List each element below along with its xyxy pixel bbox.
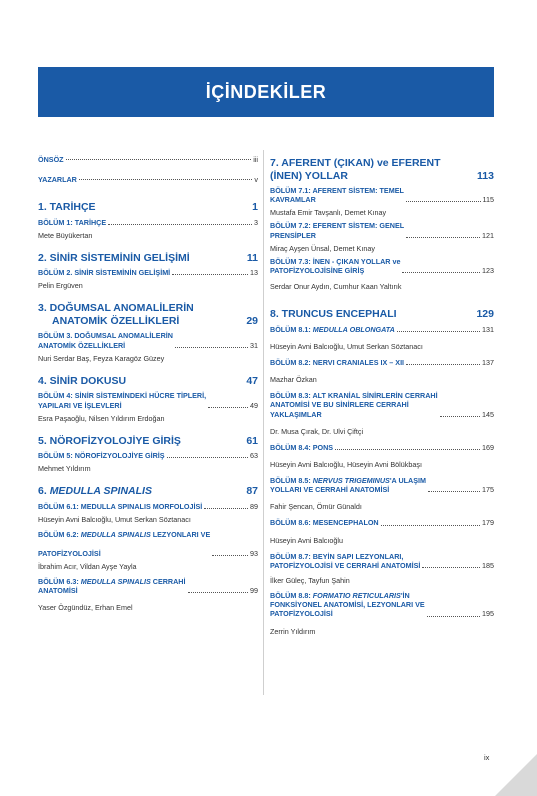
chapter-4-authors: Esra Paşaoğlu, Nilsen Yıldırım Erdoğan xyxy=(38,413,165,423)
chapter-8-4-authors: Hüseyin Avni Balcıoğlu, Hüseyin Avni Bölükbaşı xyxy=(270,459,422,469)
chapter-6-3-authors: Yaser Özgündüz, Erhan Emel xyxy=(38,603,133,613)
chapter-7-3-authors: Serdar Onur Aydın, Cumhur Kaan Yaltırık xyxy=(270,282,402,292)
chapter-8-4-sub[interactable]: BÖLÜM 8.4: PONS 169 xyxy=(270,442,494,452)
chapter-1-heading[interactable]: 1. TARİHÇE 1 xyxy=(38,201,258,213)
chapter-7-3-sub[interactable]: BÖLÜM 7.3: İNEN - ÇIKAN YOLLAR ve PATOFİZYOLOJİSİNE GİRİŞ 123 xyxy=(270,256,494,276)
chapter-6-2-authors: İbrahim Acır, Vildan Ayşe Yayla xyxy=(38,561,137,571)
page-curl-corner xyxy=(495,754,537,796)
chapter-1-authors: Mete Büyükertan xyxy=(38,230,93,240)
title-banner xyxy=(38,67,494,117)
toc-right-column xyxy=(270,157,494,636)
chapter-8-2-sub[interactable]: BÖLÜM 8.2: NERVI CRANIALES IX – XII 137 xyxy=(270,357,494,367)
chapter-5-heading[interactable]: 5. NÖROFİZYOLOJİYE GİRİŞ 61 xyxy=(38,434,258,447)
chapter-2-sub[interactable]: BÖLÜM 2. SİNİR SİSTEMİNİN GELİŞİMİ 13 xyxy=(38,268,258,278)
chapter-8-6-sub[interactable]: BÖLÜM 8.6: MESENCEPHALON 179 xyxy=(270,518,494,528)
chapter-4-sub[interactable]: BÖLÜM 4: SİNİR SİSTEMİNDEKİ HÜCRE TİPLERİ, YAPILARI VE İŞLEVLERİ 49 xyxy=(38,391,258,410)
chapter-6-1-sub[interactable]: BÖLÜM 6.1: MEDULLA SPINALIS MORFOLOJİSİ 89 xyxy=(38,501,258,511)
chapter-8-3-authors: Dr. Musa Çırak, Dr. Ulvi Çiftçi xyxy=(270,426,364,436)
chapter-8-5-sub[interactable]: BÖLÜM 8.5: NERVUS TRIGEMINUS'A ULAŞIM YOLLARI VE CERRAHİ ANATOMİSİ 175 xyxy=(270,475,494,495)
chapter-6-2-sub[interactable]: BÖLÜM 6.2: MEDULLA SPINALIS LEZYONLARI VE PATOFİZYOLOJİSİ 93 xyxy=(38,530,258,558)
column-divider xyxy=(263,150,264,695)
chapter-8-7-sub[interactable]: BÖLÜM 8.7: BEYİN SAPI LEZYONLARI, PATOFİZYOLOJİSİ VE CERRAHİ ANATOMİSİ 185 xyxy=(270,551,494,570)
toc-left-column xyxy=(38,155,258,612)
chapter-3-authors: Nuri Serdar Baş, Feyza Karagöz Güzey xyxy=(38,353,165,363)
chapter-8-2-authors: Mazhar Özkan xyxy=(270,375,317,385)
chapter-8-1-authors: Hüseyin Avni Balcıoğlu, Umut Serkan Söztanacı xyxy=(270,341,423,351)
chapter-6-3-sub[interactable]: BÖLÜM 6.3: MEDULLA SPINALIS CERRAHİ ANATOMİSİ 99 xyxy=(38,576,258,595)
chapter-2-authors: Pelin Ergüven xyxy=(38,281,83,291)
chapter-3-sub[interactable]: BÖLÜM 3. DOĞUMSAL ANOMALİLERİN ANATOMİK ÖZELLİKLERİ 31 xyxy=(38,331,258,350)
page-number: ix xyxy=(484,753,490,762)
chapter-7-2-sub[interactable]: BÖLÜM 7.2: EFERENT SİSTEM: GENEL PRENSİPLER 121 xyxy=(270,221,494,240)
chapter-8-5-authors: Fahir Şencan, Ömür Günaldı xyxy=(270,502,362,512)
chapter-3-heading[interactable]: 3. DOĞUMSAL ANOMALİLERİN ANATOMİK ÖZELLİKLERİ 29 xyxy=(38,302,258,327)
chapter-6-1-authors: Hüseyin Avni Balcıoğlu, Umut Serkan Söztanacı xyxy=(38,515,191,525)
toc-entry-yazarlar[interactable]: YAZARLAR v xyxy=(38,175,258,184)
chapter-7-2-authors: Miraç Ayşen Ünsal, Demet Kınay xyxy=(270,243,375,253)
chapter-2-heading[interactable]: 2. SİNİR SİSTEMİNİN GELİŞİMİ 11 xyxy=(38,251,258,264)
chapter-7-heading[interactable]: 7. AFERENT (ÇIKAN) ve EFERENT (İNEN) YOLLAR 113 xyxy=(270,157,494,182)
page-title: İÇİNDEKİLER xyxy=(205,81,327,102)
chapter-8-1-sub[interactable]: BÖLÜM 8.1: MEDULLA OBLONGATA 131 xyxy=(270,324,494,334)
chapter-4-heading[interactable]: 4. SİNİR DOKUSU 47 xyxy=(38,374,258,387)
chapter-7-1-authors: Mustafa Emir Tavşanlı, Demet Kınay xyxy=(270,208,387,218)
chapter-8-6-authors: Hüseyin Avni Balcıoğlu xyxy=(270,535,343,545)
toc-entry-onsoz[interactable]: ÖNSÖZ iii xyxy=(38,155,258,164)
chapter-8-heading[interactable]: 8. TRUNCUS ENCEPHALI 129 xyxy=(270,308,494,321)
chapter-8-8-sub[interactable]: BÖLÜM 8.8: FORMATIO RETICULARIS'İN FONKSİYONEL ANATOMİSİ, LEZYONLARI VE PATOFİZYOLOJİSİ 195 xyxy=(270,590,494,619)
chapter-8-3-sub[interactable]: BÖLÜM 8.3: ALT KRANİAL SİNİRLERİN CERRAHİ ANATOMİSİ VE BU SİNİRLERE CERRAHİ YAKLAŞIMLAR 145 xyxy=(270,391,494,419)
chapter-5-sub[interactable]: BÖLÜM 5: NÖROFİZYOLOJİYE GİRİŞ 63 xyxy=(38,451,258,461)
chapter-1-sub[interactable]: BÖLÜM 1: TARİHÇE 3 xyxy=(38,217,258,227)
chapter-8-8-authors: Zerrin Yıldırım xyxy=(270,626,316,636)
chapter-8-7-authors: İlker Güleç, Tayfun Şahin xyxy=(270,575,350,585)
chapter-6-heading[interactable]: 6. MEDULLA SPINALIS 87 xyxy=(38,485,258,498)
chapter-7-1-sub[interactable]: BÖLÜM 7.1: AFERENT SİSTEM: TEMEL KAVRAMLAR 115 xyxy=(270,186,494,205)
chapter-5-authors: Mehmet Yıldırım xyxy=(38,464,91,474)
